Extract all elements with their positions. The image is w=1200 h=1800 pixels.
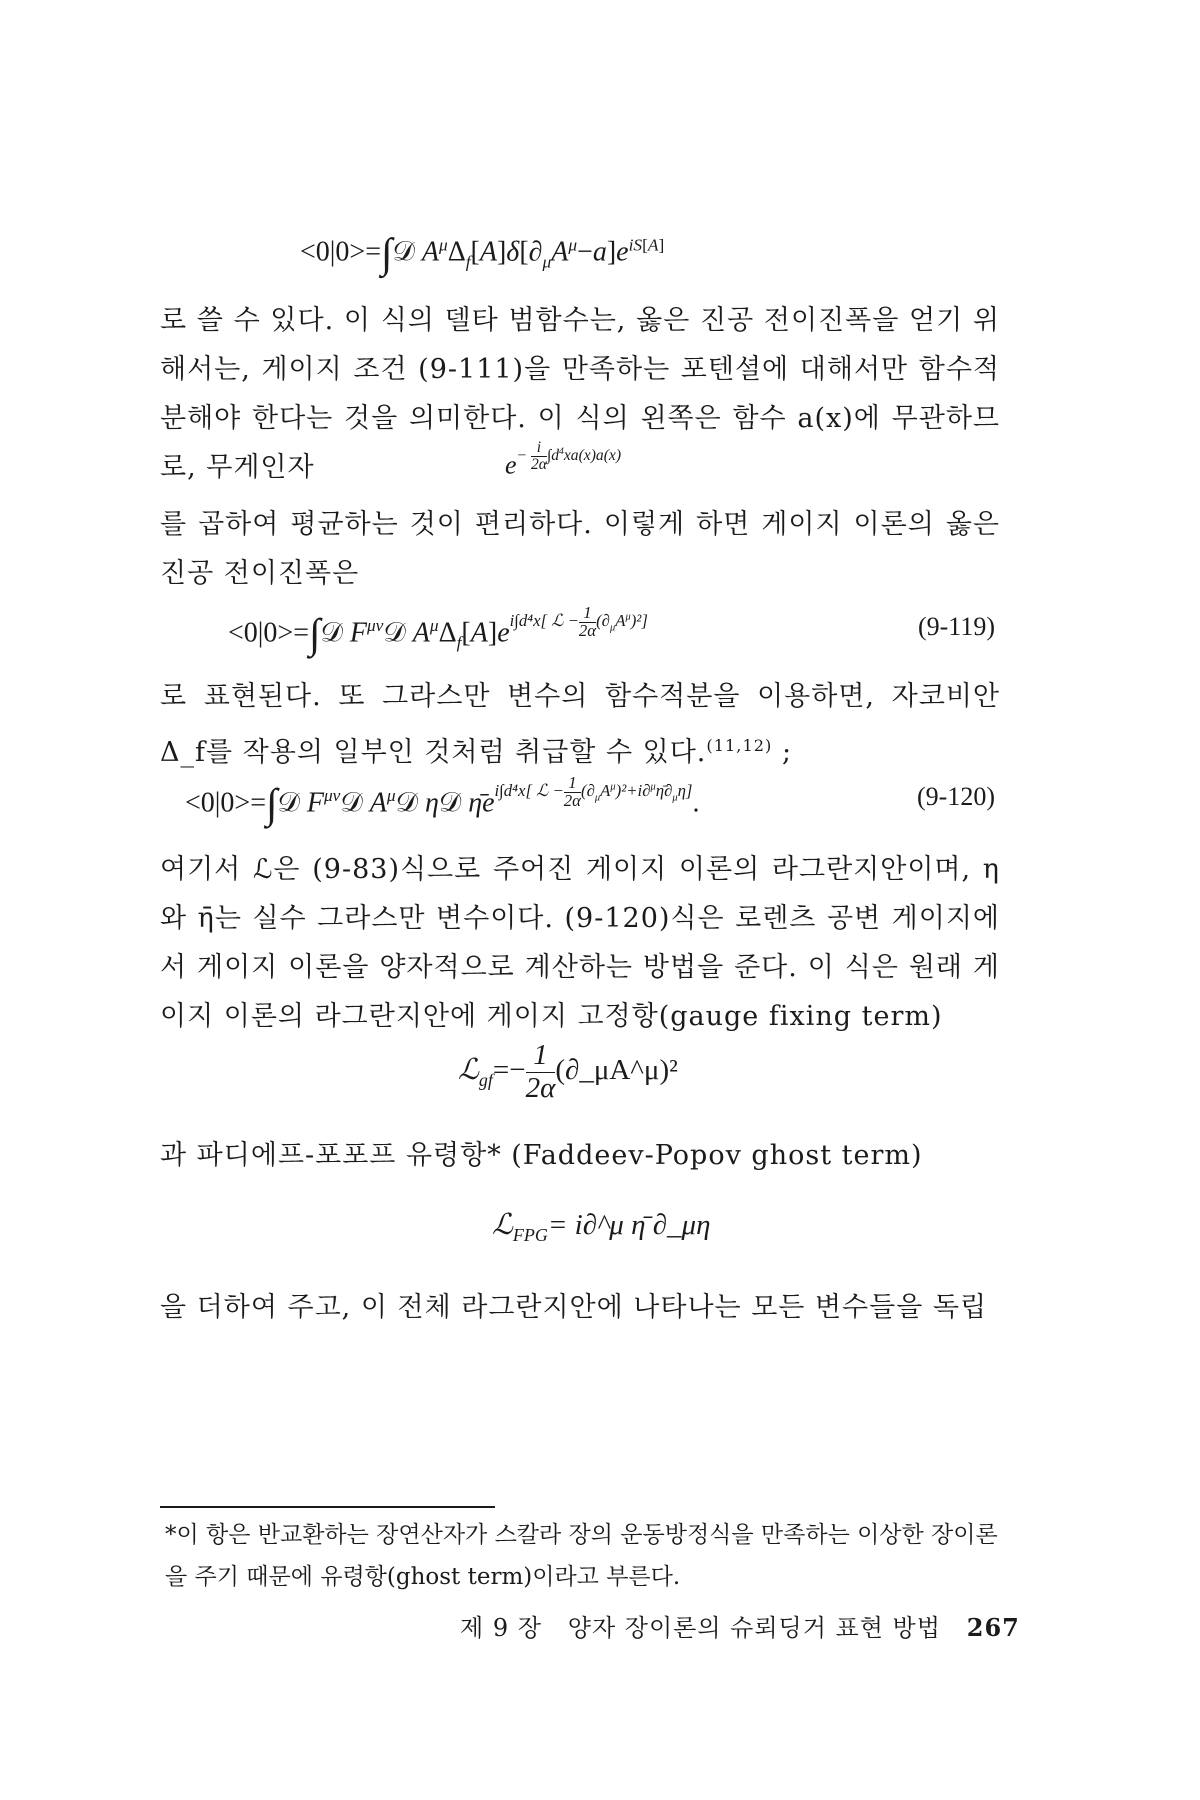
footer-title: 양자 장이론의 슈뢰딩거 표현 방법 [567, 1614, 941, 1642]
equation-9-120: <0|0>=∫𝒟 $F^{\mu\nu}𝒟$ $A^\mu 𝒟$ η𝒟 $\etāe^{i\int d^4x[ ℒ - \frac{1}{2\alpha} (\partial_\mu A^\mu)^2+i\partial^\mu\etā\partial_\mu\eta]}$. [185, 773, 700, 828]
page-number: 267 [966, 1613, 1020, 1642]
running-footer [460, 1608, 1020, 1643]
equation-fpg: ℒ$_{FPG}$= i∂^μ η̄ ∂_μη [492, 1209, 711, 1245]
paragraph-1: 로 쓸 수 있다. 이 식의 델타 범함수는, 옳은 진공 전이진폭을 얻기 위해서는, 게이지 조건 (9-111)을 만족하는 포텐셜에 대해서만 함수적분해야 한다는 것을 의미한다. 이 식의 왼쪽은 함수 a(x)에 무관하므로, 무게인자 [160, 305, 1000, 483]
paragraph-4: 여기서 ℒ은 (9-83)식으로 주어진 게이지 이론의 라그란지안이며, η와 η̄는 실수 그라스만 변수이다. (9-120)식은 로렌츠 공변 게이지에서 게이지 이론을 양자적으로 계산하는 방법을 준다. 이 식은 원래 게이지 이론의 라그란지안에 게이지 고정항(gauge fixing term) [160, 854, 1000, 1032]
footer-chapter: 제 9 장 [460, 1614, 542, 1642]
paragraph-6: 을 더하여 주고, 이 전체 라그란지안에 나타나는 모든 변수들을 독립 [160, 1292, 988, 1323]
footnote-separator [160, 1506, 495, 1508]
citation-ref: (11,12) [706, 736, 773, 755]
equation-9-119: <0|0>=∫𝒟 $F^{\mu\nu}𝒟$ $A^\mu\Delta_f[A]e^{i\int d^4x[ ℒ - \frac{1}{2\alpha} (\partial_\mu A^\mu)^2]}$ [228, 603, 648, 658]
paragraph-3: 로 표현된다. 또 그라스만 변수의 함수적분을 이용하면, 자코비안 Δ_f를 작용의 일부인 것처럼 취급할 수 있다.$^{(11,12)}$ ; [160, 681, 1000, 768]
paragraph-5: 과 파디에프-포포프 유령항* (Faddeev-Popov ghost term) [160, 1140, 923, 1171]
equation-number-9-119: (9-119) [917, 612, 995, 641]
paragraph-2: 를 곱하여 평균하는 것이 편리하다. 이렇게 하면 게이지 이론의 옳은 진공 전이진폭은 [160, 509, 1000, 589]
equation-weight-factor: $e^{- \frac{i}{2\alpha} \int d^4xa(x)a(x)}$ [505, 439, 622, 480]
equation-number-9-120: (9-120) [917, 782, 995, 811]
equation-vacuum-intro: <0|0>=∫𝒟 $A^\mu\Delta_f[A]\delta[\partial_\mu A^\mu-a]e^{iS[A]}$ [300, 231, 665, 277]
equation-gauge-fixing: ℒ$_{gf}$=− $\frac{1}{2\alpha}$ (∂_μA^μ)² [458, 1039, 678, 1104]
footnote: *이 항은 반교환하는 장연산자가 스칼라 장의 운동방정식을 만족하는 이상한 장이론을 주기 때문에 유령항(ghost term)이라고 부른다. [165, 1522, 998, 1590]
